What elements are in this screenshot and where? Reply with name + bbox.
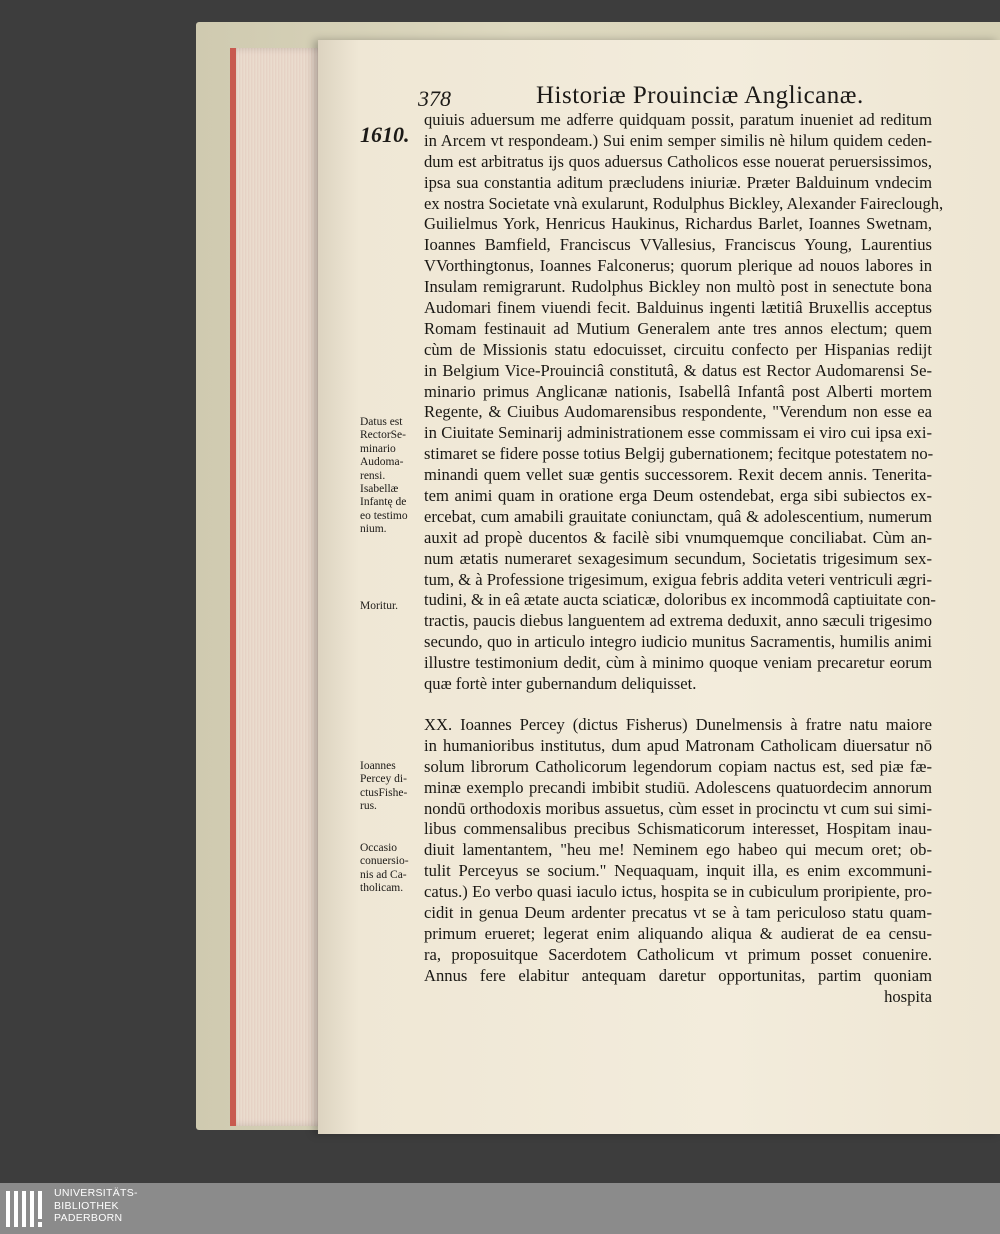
margin-note-line: minario: [360, 442, 396, 455]
margin-note-moritur: [360, 600, 398, 613]
margin-note-line: conuersio-: [360, 855, 409, 868]
margin-note-line: RectorSe-: [360, 429, 406, 442]
margin-note-line: nium.: [360, 523, 387, 536]
library-name-line: BIBLIOTHEK: [54, 1199, 119, 1212]
margin-note-line: Datus est: [360, 416, 403, 428]
body-text: [424, 110, 944, 1007]
text-line: ipsa sua constantia aditum præcludens iniuriæ. Præter Balduinum vndecim: [424, 172, 932, 192]
library-name-line: UNIVERSITÄTS-: [54, 1187, 138, 1199]
text-line: VVorthingtonus, Ioannes Falconerus; quorum plerique ad nouos labores in: [424, 256, 932, 276]
text-line: illustre testimonium dedit, cùm à minimo quoque veniam precaretur eorum: [424, 653, 932, 673]
margin-note-line: Ioannes: [360, 760, 396, 772]
text-line: Annus fere elabitur antequam daretur opportunitas, partim quoniam: [424, 965, 932, 985]
text-line: Regente, & Ciuibus Audomarensibus respondente, "Verendum non esse ea: [424, 402, 932, 422]
text-line: tem animi quam in oratione erga Deum ostendebat, erga sibi subiectos ex-: [424, 486, 932, 506]
margin-note-line: Moritur.: [360, 600, 399, 612]
text-line: tractis, paucis diebus languentem ad extrema deduxit, anno sæculi trigesimo: [424, 611, 932, 631]
paragraph-gap: [424, 695, 932, 715]
text-line: catus.) Eo verbo quasi iaculo ictus, hospita se in cubiculum proripiente, pro-: [424, 882, 932, 902]
text-line: ercebat, cum amabili grauitate coniunctam, quâ & adolescentium, numerum: [424, 506, 932, 526]
text-line: cidit in genua Deum ardenter precatus vt se à tam periculoso statu quam-: [424, 902, 932, 922]
text-line: diuit lamentantem, "heu me! Neminem ego habeo qui mecum oret; ob-: [424, 840, 932, 860]
footer-bar: [0, 1183, 1000, 1234]
text-line: minario primus Anglicanæ nationis, Isabellâ Infantâ post Alberti mortem: [424, 381, 932, 401]
margin-note-line: Occasio: [360, 842, 398, 854]
text-line: nondū orthodoxis moribus assuetus, cùm esset in procinctu vt cum sui simi-: [424, 798, 932, 818]
text-line: num ætatis numeraret sexagesimum secundum, Societatis trigesimum sex-: [424, 548, 932, 568]
text-line: solum librorum Catholicorum legendorum copiam nactus est, sed piæ fæ-: [424, 756, 932, 776]
page-edges: [230, 48, 332, 1126]
text-line: libus commensalibus precibus Schismaticorum interesset, Hospitam inau-: [424, 819, 932, 839]
margin-note-percey: [360, 760, 407, 814]
margin-note-line: ctusFishe-: [360, 786, 408, 799]
page-number: 378: [418, 86, 451, 111]
text-line: ex nostra Societate vnà exularunt, Rodulphus Bickley, Alexander Faireclough,: [424, 193, 944, 213]
text-line: ra, proposuitque Sacerdotem Catholicum vt primum posset conuenire.: [424, 944, 932, 964]
text-line: auxit ad propè ducentos & facilè sibi vnumquemque conciliabat. Cùm an-: [424, 527, 932, 547]
text-line: in Ciuitate Seminarij administrationem esse commissam ei viro cui ipsa exi-: [424, 423, 932, 443]
text-line: in Arcem vt respondeam.) Sui enim semper similis nè hilum quidem ceden-: [424, 130, 932, 150]
margin-note-line: nis ad Ca-: [360, 868, 407, 881]
text-line: Romam festinauit ad Mutium Generalem ante tres annos electum; quem: [424, 318, 932, 338]
text-line: cùm de Missionis statu edocuisset, circuitu confecto per Hispanias redijt: [424, 339, 932, 359]
margin-note-occasio: [360, 842, 409, 896]
margin-note-line: tholicam.: [360, 882, 404, 895]
text-line: stimaret se fidere posse totius Belgij gubernationem; fecitque potestatem no-: [424, 444, 934, 464]
text-line: dum est arbitratus ijs quos aduersus Catholicos esse nouerat peruersissimos,: [424, 151, 932, 171]
margin-note-line: Percey di-: [360, 773, 407, 786]
text-line: tulit Perceyus se socium." Nequaquam, inquit illa, es enim excommuni-: [424, 861, 932, 881]
text-line: Insulam remigrarunt. Rudolphus Bickley non multò post in senectute bona: [424, 277, 932, 297]
library-logo-icon: [6, 1189, 46, 1229]
library-name-line: PADERBORN: [54, 1212, 123, 1224]
library-name: [54, 1187, 138, 1225]
text-line: Audomari finem viuendi fecit. Balduinus ingenti lætitiâ Bruxellis acceptus: [424, 298, 932, 318]
text-line: Ioannes Bamfield, Franciscus VVallesius, Franciscus Young, Laurentius: [424, 235, 932, 255]
margin-year: 1610.: [360, 122, 410, 147]
text-line: hospita: [884, 986, 932, 1006]
text-line: Guilielmus York, Henricus Haukinus, Richardus Barlet, Ioannes Swetnam,: [424, 214, 932, 234]
margin-note-line: rus.: [360, 800, 377, 813]
margin-note-line: Isabellæ: [360, 483, 399, 496]
running-head: Historiæ Prouinciæ Anglicanæ.: [536, 82, 864, 109]
text-line: quæ fortè inter gubernandum deliquisset.: [424, 674, 697, 694]
text-line: in Belgium Vice-Prouinciâ constitutâ, & datus est Rector Audomarensi Se-: [424, 360, 932, 380]
margin-note-rector: [360, 416, 408, 537]
margin-note-line: Infantę de: [360, 496, 407, 509]
text-line: XX. Ioannes Percey (dictus Fisherus) Dunelmensis à fratre natu maiore: [424, 714, 932, 734]
text-line: tum, & à Professione trigesimum, exigua febris addita veteri ventriculi ægri-: [424, 569, 932, 589]
text-line: in humanioribus institutus, dum apud Matronam Catholicam diuersatur nō: [424, 735, 932, 755]
text-line: secundo, quo in articulo integro iudicio munitus Sacramentis, humilis animi: [424, 632, 932, 652]
text-line: quiuis aduersum me adferre quidquam possit, paratum inueniet ad reditum: [424, 110, 932, 129]
text-line: minandi quem vellet suæ gentis successorem. Rexit decem annis. Tenerita-: [424, 465, 932, 485]
margin-note-line: eo testimo: [360, 509, 408, 522]
text-line: primum erueret; legerat enim aliquando aliqua & audierat de ea censu-: [424, 923, 932, 943]
margin-note-line: rensi.: [360, 469, 386, 482]
text-line: minæ exemplo precandi imbibit studiū. Adolescens quatuordecim annorum: [424, 777, 932, 797]
text-line: tudini, & in eâ ætate aucta sciaticæ, doloribus ex incommodâ captiuitate con-: [424, 590, 936, 610]
margin-note-line: Audoma-: [360, 456, 404, 469]
